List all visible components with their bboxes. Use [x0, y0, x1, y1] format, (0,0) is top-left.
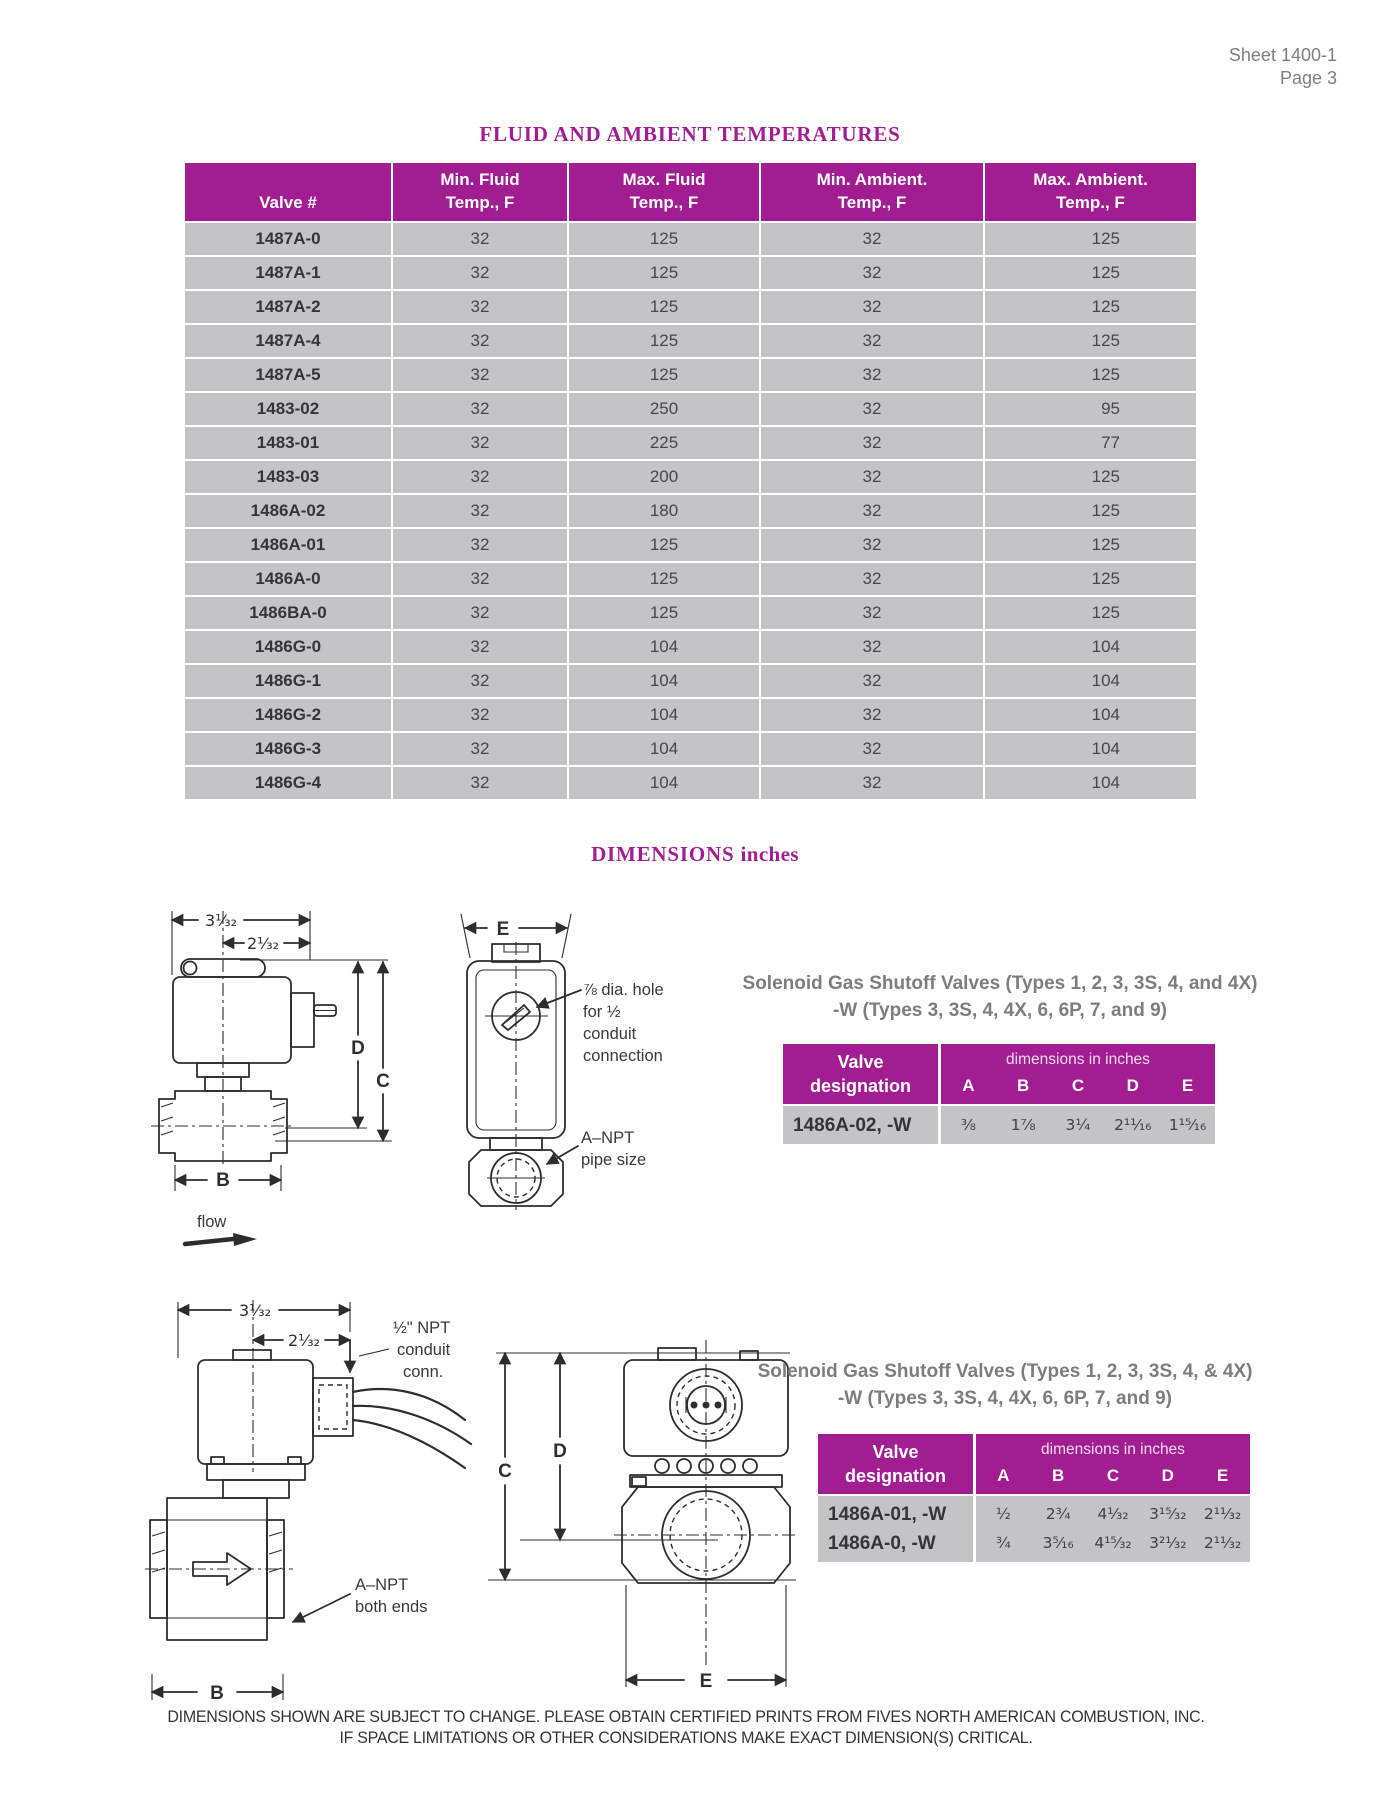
temp-value-cell: 125 [569, 563, 759, 595]
col-b: B [1052, 1466, 1065, 1485]
footer-note [86, 1706, 1286, 1748]
conduit-conn-label-line1: ½" NPT [393, 1319, 451, 1337]
temp-value-cell: 125 [985, 359, 1196, 391]
temp-value-cell: 125 [985, 325, 1196, 357]
npt-both-ends-label-line1: A–NPT [355, 1576, 409, 1594]
temp-value-cell: 32 [761, 257, 983, 289]
temp-value-cell: 104 [985, 665, 1196, 697]
dim-table-2-designation-0: 1486A-01, -W [828, 1504, 947, 1525]
value-c: 3¼ [1065, 1115, 1091, 1134]
valve-number-cell: 1487A-2 [185, 291, 391, 323]
temp-value-cell: 125 [985, 257, 1196, 289]
dim-table-2-designations [818, 1496, 973, 1562]
column-header: Min. Fluid Temp., F [393, 163, 567, 221]
temp-value-cell: 32 [393, 699, 567, 731]
valve-number-cell: 1486G-0 [185, 631, 391, 663]
temp-value-cell: 32 [393, 291, 567, 323]
temp-value-cell: 104 [569, 767, 759, 799]
temp-value-cell: 77 [985, 427, 1196, 459]
temp-value-cell: 32 [393, 427, 567, 459]
conduit-conn-label-line3: conn. [403, 1363, 444, 1381]
conduit-hole-label-line4: connection [583, 1047, 663, 1065]
temp-value-cell: 32 [393, 767, 567, 799]
value-b: 2¾ [1045, 1505, 1071, 1523]
dim-table-2 [818, 1434, 1250, 1562]
dim-table-2-valve-header [818, 1434, 973, 1494]
temp-value-cell: 32 [761, 597, 983, 629]
temp-value-cell: 125 [569, 291, 759, 323]
valve-front-view-drawing-top [385, 898, 705, 1220]
conduit-hole-label-line2: for ½ [583, 1003, 621, 1021]
temp-value-cell: 125 [569, 325, 759, 357]
sheet-meta [1229, 44, 1337, 90]
valve-number-cell: 1483-01 [185, 427, 391, 459]
temp-value-cell: 32 [761, 359, 983, 391]
dim-letter-b-2: B [210, 1683, 224, 1704]
valve-number-cell: 1486A-0 [185, 563, 391, 595]
valve-number-cell: 1483-02 [185, 393, 391, 425]
col-a: A [962, 1076, 975, 1095]
col-c: C [1106, 1466, 1120, 1485]
dim-table-1-designation-0: 1486A-02, -W [793, 1114, 912, 1136]
dim-table-1-span-label: dimensions in inches [1006, 1051, 1150, 1068]
col-d: D [1161, 1466, 1174, 1485]
footer-line1: DIMENSIONS SHOWN ARE SUBJECT TO CHANGE. PLEASE OBTAIN CERTIFIED PRINTS FROM FIVES NORTH AMERICAN COMBUSTION, INC. [167, 1707, 1205, 1726]
temp-value-cell: 200 [569, 461, 759, 493]
dim-letter-e-2: E [699, 1671, 713, 1692]
valve-number-cell: 1486G-4 [185, 767, 391, 799]
section2-heading [715, 1358, 1295, 1412]
column-header: Max. Ambient. Temp., F [985, 163, 1196, 221]
npt-pipe-label-line1: A–NPT [581, 1129, 635, 1147]
dim-letter-c: C [376, 1071, 390, 1092]
temps-table-title: FLUID AND AMBIENT TEMPERATURES [479, 122, 901, 146]
dim-table-1-valve-header-line1: Valve [837, 1052, 884, 1072]
temp-value-cell: 125 [985, 529, 1196, 561]
temp-value-cell: 104 [569, 631, 759, 663]
dim-2-1-32-label: 2¹⁄₃₂ [246, 934, 280, 953]
temp-value-cell: 32 [393, 631, 567, 663]
temp-value-cell: 32 [761, 325, 983, 357]
temp-value-cell: 32 [761, 563, 983, 595]
dim-table-1-valve-header [783, 1044, 938, 1104]
valve-number-cell: 1486G-2 [185, 699, 391, 731]
valve-number-cell: 1486G-3 [185, 733, 391, 765]
dim-2-1-32-label-2: 2¹⁄₃₂ [287, 1331, 321, 1350]
temp-value-cell: 125 [985, 563, 1196, 595]
dim-3-1-32-label: 3¹⁄₃₂ [204, 911, 238, 930]
temp-value-cell: 125 [985, 291, 1196, 323]
dim-table-2-span-label: dimensions in inches [1041, 1441, 1185, 1458]
page-number: Page 3 [1279, 68, 1337, 88]
dim-table-2-values [976, 1496, 1250, 1562]
valve-side-view-drawing-bottom [145, 1292, 495, 1712]
temp-value-cell: 32 [393, 665, 567, 697]
dim-table-2-valve-header-line2: designation [844, 1466, 946, 1486]
temp-value-cell: 125 [985, 495, 1196, 527]
section1-heading-line2: -W (Types 3, 3S, 4, 4X, 6, 6P, 7, and 9) [832, 1000, 1168, 1021]
value-d: 3²¹⁄₃₂ [1149, 1534, 1187, 1552]
flow-label: flow [197, 1213, 227, 1231]
npt-both-ends-label-line2: both ends [355, 1598, 428, 1616]
value-c: 4¹⁵⁄₃₂ [1094, 1534, 1132, 1552]
temp-value-cell: 104 [569, 665, 759, 697]
temp-value-cell: 32 [393, 325, 567, 357]
temp-value-cell: 32 [761, 631, 983, 663]
dim-letter-b: B [216, 1170, 230, 1191]
dimensions-title-caps: DIMENSIONS [591, 842, 735, 866]
valve-number-cell: 1487A-5 [185, 359, 391, 391]
temp-value-cell: 125 [569, 257, 759, 289]
temp-value-cell: 104 [985, 631, 1196, 663]
value-d: 2¹¹⁄₁₆ [1114, 1115, 1152, 1134]
temp-value-cell: 32 [761, 699, 983, 731]
temp-value-cell: 32 [761, 291, 983, 323]
temp-value-cell: 125 [569, 223, 759, 255]
col-d: D [1126, 1076, 1139, 1095]
temp-value-cell: 32 [761, 529, 983, 561]
dim-table-2-value-row-0 [976, 1500, 1250, 1529]
temp-value-cell: 32 [393, 223, 567, 255]
value-a: ½ [995, 1505, 1011, 1523]
value-b: 3⁵⁄₁₆ [1042, 1534, 1074, 1552]
section2-heading-line2: -W (Types 3, 3S, 4, 4X, 6, 6P, 7, and 9) [837, 1388, 1173, 1409]
valve-number-cell: 1486A-02 [185, 495, 391, 527]
temp-value-cell: 32 [761, 733, 983, 765]
temp-value-cell: 32 [393, 597, 567, 629]
temp-value-cell: 125 [985, 597, 1196, 629]
dim-table-2-dims-header [976, 1434, 1250, 1494]
dimensions-title-units-text: inches [740, 842, 799, 866]
valve-number-cell: 1486BA-0 [185, 597, 391, 629]
dim-3-1-32-label-2: 3¹⁄₃₂ [238, 1301, 272, 1320]
temp-value-cell: 104 [569, 733, 759, 765]
flow-arrow-icon [233, 1233, 257, 1246]
temp-value-cell: 104 [569, 699, 759, 731]
col-b: B [1017, 1076, 1030, 1095]
value-e: 1¹⁵⁄₁₆ [1168, 1115, 1207, 1134]
temp-value-cell: 32 [393, 393, 567, 425]
dim-letter-c-2: C [498, 1461, 512, 1482]
value-a: ¾ [995, 1534, 1011, 1552]
temp-value-cell: 32 [393, 563, 567, 595]
temp-value-cell: 32 [761, 427, 983, 459]
valve-number-cell: 1486A-01 [185, 529, 391, 561]
value-e: 2¹¹⁄₃₂ [1203, 1505, 1242, 1523]
dim-table-1-valve-header-line2: designation [809, 1076, 911, 1096]
temp-value-cell: 180 [569, 495, 759, 527]
temp-value-cell: 32 [761, 461, 983, 493]
dim-table-1-value-row-0 [941, 1111, 1215, 1140]
value-c: 4¹⁄₃₂ [1097, 1505, 1129, 1523]
col-c: C [1071, 1076, 1085, 1095]
dim-table-1-values [941, 1106, 1215, 1144]
temp-value-cell: 125 [569, 529, 759, 561]
dim-table-2-designation-1: 1486A-0, -W [828, 1533, 936, 1554]
temp-value-cell: 250 [569, 393, 759, 425]
valve-number-cell: 1486G-1 [185, 665, 391, 697]
fluid-ambient-temps-table [185, 163, 1188, 799]
temp-value-cell: 104 [985, 767, 1196, 799]
col-e: E [1181, 1076, 1194, 1095]
npt-pipe-label-line2: pipe size [581, 1151, 647, 1169]
value-a: ⅜ [960, 1115, 976, 1134]
dim-table-2-valve-header-line1: Valve [872, 1442, 919, 1462]
section1-heading [710, 970, 1290, 1024]
temp-value-cell: 104 [985, 733, 1196, 765]
temp-value-cell: 32 [761, 495, 983, 527]
conduit-conn-label-line2: conduit [397, 1341, 451, 1359]
temp-value-cell: 125 [985, 223, 1196, 255]
column-header: Min. Ambient. Temp., F [761, 163, 983, 221]
temp-value-cell: 32 [761, 665, 983, 697]
valve-number-cell: 1483-03 [185, 461, 391, 493]
temp-value-cell: 32 [761, 393, 983, 425]
dim-table-1-dims-header [941, 1044, 1215, 1104]
dim-table-2-column-letters [976, 1466, 1250, 1486]
column-header: Max. Fluid Temp., F [569, 163, 759, 221]
dim-letter-d: D [351, 1038, 365, 1059]
temp-value-cell: 95 [985, 393, 1196, 425]
valve-number-cell: 1487A-1 [185, 257, 391, 289]
temp-value-cell: 125 [985, 461, 1196, 493]
dimensions-title [195, 842, 1195, 867]
dim-table-1-column-letters [941, 1076, 1215, 1096]
dim-table-1 [783, 1044, 1215, 1144]
value-b: 1⅞ [1010, 1115, 1036, 1134]
col-e: E [1216, 1466, 1229, 1485]
section2-heading-line1: Solenoid Gas Shutoff Valves (Types 1, 2, 3, 3S, 4, & 4X) [757, 1361, 1253, 1382]
temp-value-cell: 225 [569, 427, 759, 459]
temp-value-cell: 32 [393, 495, 567, 527]
temp-value-cell: 32 [393, 461, 567, 493]
temp-value-cell: 32 [393, 529, 567, 561]
valve-side-view-drawing-top [145, 865, 415, 1260]
conduit-hole-label-line3: conduit [583, 1025, 637, 1043]
dim-table-2-value-row-1 [976, 1529, 1250, 1558]
column-header: Valve # [185, 163, 391, 221]
temp-value-cell: 125 [569, 359, 759, 391]
dim-table-1-designation [783, 1106, 938, 1144]
temp-value-cell: 32 [393, 733, 567, 765]
col-a: A [997, 1466, 1010, 1485]
footer-line2: IF SPACE LIMITATIONS OR OTHER CONSIDERATIONS MAKE EXACT DIMENSION(S) CRITICAL. [339, 1728, 1033, 1747]
valve-number-cell: 1487A-4 [185, 325, 391, 357]
temp-value-cell: 104 [985, 699, 1196, 731]
temp-value-cell: 32 [761, 767, 983, 799]
temp-value-cell: 32 [393, 359, 567, 391]
value-e: 2¹¹⁄₃₂ [1203, 1534, 1242, 1552]
valve-number-cell: 1487A-0 [185, 223, 391, 255]
temp-value-cell: 32 [393, 257, 567, 289]
dim-letter-e: E [496, 919, 510, 940]
section1-heading-line1: Solenoid Gas Shutoff Valves (Types 1, 2, 3, 3S, 4, and 4X) [742, 973, 1258, 994]
value-d: 3¹⁵⁄₃₂ [1149, 1505, 1187, 1523]
temp-value-cell: 32 [761, 223, 983, 255]
conduit-hole-label-line1: ⅞ dia. hole [583, 981, 664, 999]
dim-letter-d-2: D [553, 1441, 567, 1462]
temp-value-cell: 125 [569, 597, 759, 629]
sheet-number: Sheet 1400-1 [1228, 45, 1337, 65]
